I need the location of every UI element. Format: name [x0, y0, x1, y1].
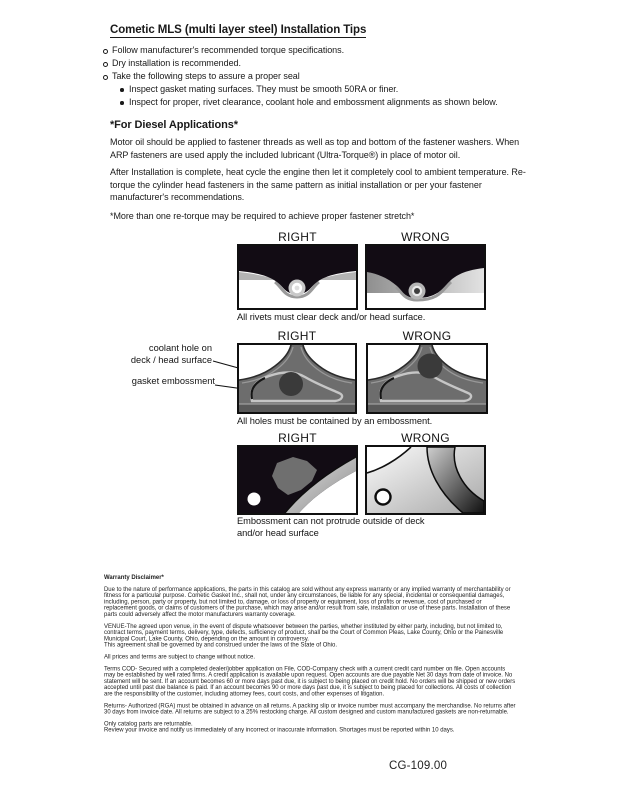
row3-right-label: RIGHT — [278, 431, 317, 445]
row2-wrong-label: WRONG — [402, 329, 452, 343]
terms-paragraph: Terms COD- Secured with a completed dealer/jobber application on File, COD-Company check with a current credit card number on file. Open accounts may be established by well rated firms. A credit application is available upon request. Open accounts are due payable Net 30 days from date of invoice. No statement will be sent. If an account becomes 60 or more days past due, it is subject to being placed on credit hold. No orders will be shipped or new orders accepted until past due balance is paid. If an account becomes 90 or more days past due, it is subject to being placed for collections. All costs of collection are the responsibility of the customer, including attorney fees, court costs, and other expenses of litigation. — [104, 665, 516, 698]
rivet-right-image — [237, 244, 358, 310]
catalog-returnable-line: Only catalog parts are returnable. — [104, 720, 193, 728]
warranty-paragraph: Due to the nature of performance applications, the parts in this catalog are sold without any express warranty or any implied warranty of merchantability or fitness for a particular purpose. Cometic Gasket Inc., shall not, under any circumstances, be liable for any special, incidental or consequential damages, including, person, party or property, but not limited to, damage, or loss of property or equipment, loss of profits or revenue, cost of purchased or replacement goods, or claims of customers of the purchase, which may arise and/or result from sale, installation or use of these parts. Installation of these parts could adversely affect the motor manufacturers warranty coverage. — [104, 586, 511, 618]
tip-bullet: Take the following steps to assure a proper seal — [103, 70, 533, 83]
coolant-hole-label: coolant hole on deck / head surface — [130, 343, 212, 365]
row3-wrong-label: WRONG — [401, 431, 450, 445]
diesel-paragraph-2: After Installation is complete, heat cycle the engine then let it completely cool to ambient temperature. Re-torque the cylinder head fasteners in the same pattern as initial installation or per your fastener manufacturer's recommendations. — [110, 167, 526, 203]
row2-caption: All holes must be contained by an embossment. — [237, 416, 433, 426]
legal-block — [104, 575, 516, 755]
tip-bullet: Dry installation is recommended. — [103, 57, 533, 70]
coolant-hole-wrong-image — [366, 343, 488, 414]
row1-caption: All rivets must clear deck and/or head surface. — [237, 312, 426, 322]
row1-wrong-label: WRONG — [401, 230, 450, 244]
tip-sub-bullet: Inspect gasket mating surfaces. They must be smooth 50RA or finer. — [120, 83, 533, 96]
page-code: CG-109.00 — [389, 760, 448, 772]
row3-caption: Embossment can not protrude outside of deck and/or head surface — [237, 516, 425, 538]
returns-paragraph: Returns- Authorized (RGA) must be obtained in advance on all returns. A packing slip or invoice number must accompany the merchandise. No returns after 30 days from invoice date. All returns are subject to a 25% restocking charge. All custom designed and custom manufactured gaskets are non-returnable. — [104, 702, 516, 716]
review-invoice-line: Review your invoice and notify us immediately of any incorrect or inaccurate information. Shortages must be reported within 10 days. — [104, 726, 455, 734]
installation-tips-list — [103, 44, 533, 109]
prices-paragraph: All prices and terms are subject to change without notice. — [104, 653, 256, 661]
coolant-hole-right-image — [237, 343, 357, 414]
embossment-right-image — [237, 445, 358, 515]
row1-right-label: RIGHT — [278, 230, 317, 244]
embossment-wrong-image — [365, 445, 486, 515]
diesel-heading: *For Diesel Applications* — [110, 119, 238, 131]
page-title: Cometic MLS (multi layer steel) Installation Tips — [110, 24, 367, 36]
tip-bullet: Follow manufacturer's recommended torque specifications. — [103, 44, 533, 57]
gasket-embossment-label: gasket embossment — [131, 376, 215, 386]
diesel-paragraph-1: Motor oil should be applied to fastener threads as well as top and bottom of the fastener washers. When ARP fasteners are used apply the included lubricant (Ultra-Torque®) in place of motor oil. — [110, 137, 520, 160]
governed-paragraph: This agreement shall be governed by and construed under the laws of the State of Ohio. — [104, 642, 338, 649]
tip-sub-bullet: Inspect for proper, rivet clearance, coolant hole and embossment alignments as shown below. — [120, 96, 533, 109]
retorque-note: *More than one re-torque may be required to achieve proper fastener stretch* — [110, 211, 415, 221]
warranty-heading: Warranty Disclaimer* — [104, 574, 164, 581]
row2-right-label: RIGHT — [277, 329, 317, 343]
rivet-wrong-image — [365, 244, 486, 310]
venue-paragraph: VENUE-The agreed upon venue, in the event of dispute whatsoever between the parties, whether instituted by either party, including, but not limited to, contract terms, payment terms, delivery, type, defects, sufficiency of product, shall be the Court of Common Pleas, Lake County, Ohio or the Painesville Municipal Court, Lake County, Ohio, depending on the amount in controversy. — [104, 623, 504, 643]
